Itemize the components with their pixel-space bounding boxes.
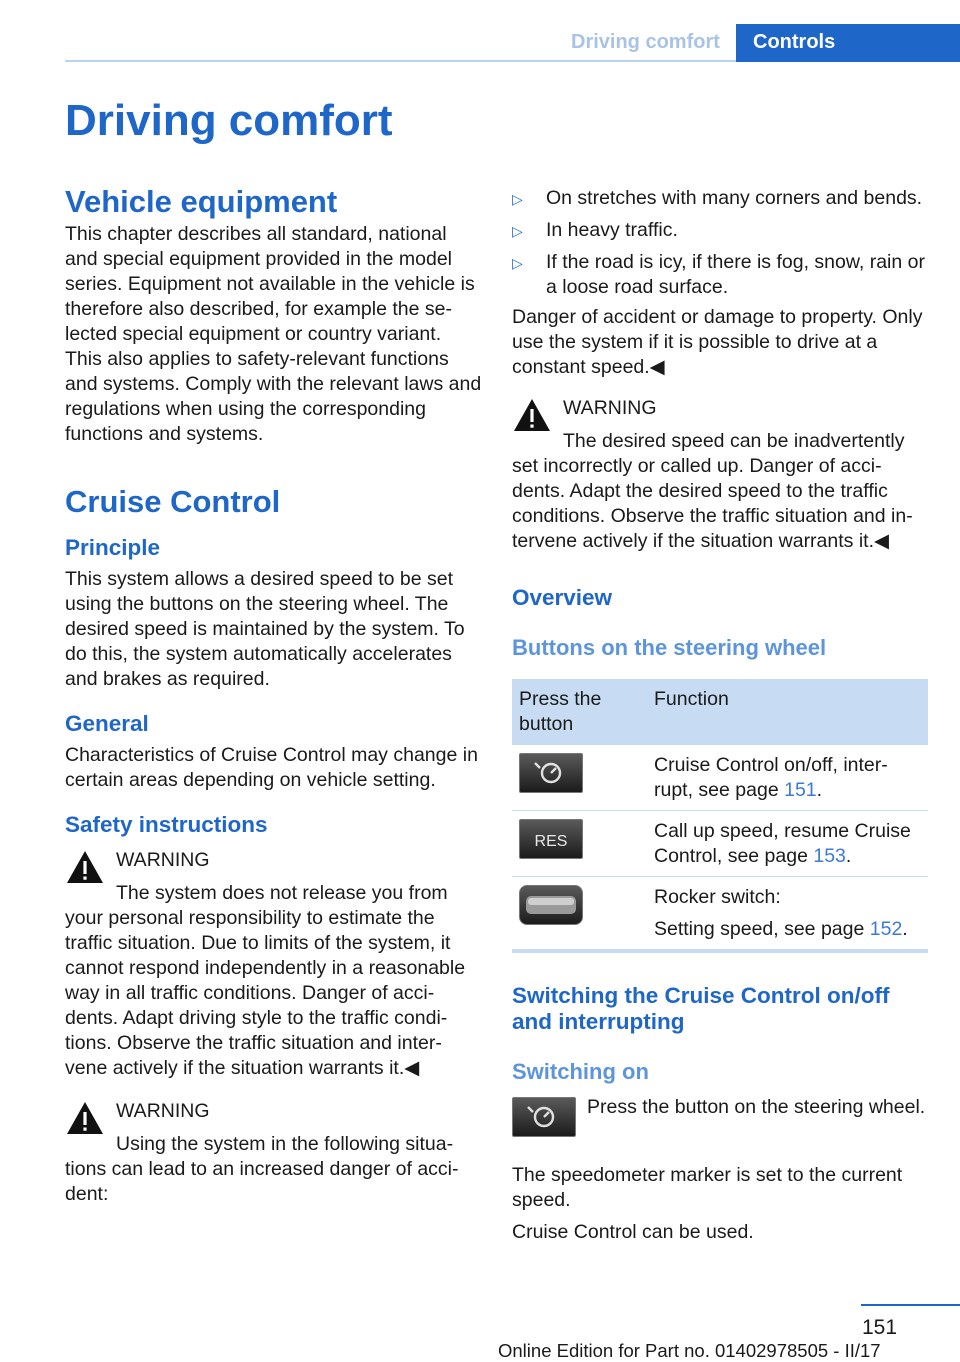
tab-controls-label: Controls: [753, 31, 836, 53]
warning-label: WARNING: [563, 397, 657, 419]
bullet-triangle-icon: ▷: [512, 191, 523, 207]
right-column: [512, 186, 930, 1245]
breadcrumb-section[interactable]: Driving comfort: [571, 31, 720, 53]
table-row: [512, 877, 928, 952]
cruise-control-button-icon: [519, 753, 583, 793]
principle-heading: Principle: [65, 535, 161, 560]
table-row: [512, 745, 928, 811]
warning-label: WARNING: [116, 849, 210, 871]
page-link[interactable]: 151: [784, 779, 817, 801]
page-title: Driving comfort: [65, 96, 393, 145]
warning-triangle-icon: [65, 848, 105, 886]
table-header-function: Function: [647, 679, 928, 745]
switching-heading: Switching the Cruise Control on/off and interrupting: [512, 983, 890, 1034]
buttons-heading: Buttons on the steering wheel: [512, 635, 827, 660]
page-link[interactable]: 152: [869, 918, 903, 940]
function-cell: Rocker switch: Setting speed, see page 152.: [647, 877, 928, 952]
edition-note: Online Edition for Part no. 01402978505 - II/17: [498, 1340, 881, 1361]
speedometer-text: The speedometer marker is set to the current speed.: [512, 1164, 903, 1211]
bullet-triangle-icon: ▷: [512, 255, 523, 271]
general-heading: General: [65, 711, 149, 736]
switching-on-block: [512, 1095, 930, 1145]
list-item: ▷ On stretches with many corners and bends.: [512, 186, 930, 211]
warning-text: The desired speed can be inadvertently set incorrectly or called up. Danger of acci‐dents. Adapt the desired speed to the traffic conditions. Observe the traffic situation and in‐tervene actively if the situation warrants it.◀: [512, 430, 913, 552]
cruise-control-heading: Cruise Control: [65, 484, 281, 519]
list-item: ▷ In heavy traffic.: [512, 218, 930, 243]
function-cell: Call up speed, resume Cruise Control, see page 153.: [647, 811, 928, 877]
vehicle-equipment-heading: Vehicle equipment: [65, 184, 338, 219]
function-cell: Cruise Control on/off, inter‐rupt, see page 151.: [647, 745, 928, 811]
table-header-press: Press the button: [512, 679, 647, 745]
cruise-control-button-icon: [512, 1097, 576, 1137]
table-row: [512, 811, 928, 877]
principle-text: This system allows a desired speed to be set using the buttons on the steering wheel. The desired speed is maintained by the system. To do this, the system automatically accelerates and brakes as required.: [65, 568, 465, 690]
warning-block-2: [65, 1099, 483, 1207]
switching-on-heading: Switching on: [512, 1059, 649, 1084]
can-be-used-text: Cruise Control can be used.: [512, 1221, 754, 1243]
general-text: Characteristics of Cruise Control may change in certain areas depending on vehicle setting.: [65, 744, 478, 791]
page-link[interactable]: 153: [813, 845, 846, 867]
situation-list: [512, 186, 930, 300]
footer-rule: [861, 1304, 960, 1306]
warning-triangle-icon: [512, 396, 552, 434]
warning-label: WARNING: [116, 1100, 210, 1122]
safety-instructions-heading: Safety instructions: [65, 812, 268, 837]
bullet-triangle-icon: ▷: [512, 223, 523, 239]
table-header-row: [512, 679, 928, 745]
overview-heading: Overview: [512, 585, 613, 610]
danger-text: Danger of accident or damage to property. Only use the system if it is possible to drive at a constant speed.◀: [512, 306, 923, 378]
buttons-table: [512, 679, 928, 953]
page-number: 151: [862, 1316, 898, 1339]
vehicle-equipment-text: This chapter describes all standard, national and special equipment provided in the model series. Equipment not available in the vehicle is therefore also described, for example the se‐lected special equipment or country variant. This also applies to safety-relevant functions and systems. Comply with the relevant laws and regulations when using the corresponding functions and systems.: [65, 223, 482, 445]
warning-text: The system does not release you from your personal responsibility to estimate the traffic situation. Due to limits of the system, it cannot respond independently in a reasonable way in all traffic conditions. Danger of acci‐dents. Adapt driving style to the traffic condi‐tions. Observe the traffic situation and inter‐vene actively if the situation warrants it.◀: [65, 882, 466, 1079]
warning-block-3: [512, 396, 930, 554]
warning-text: Using the system in the following situa‐tions can lead to an increased danger of acci‐dent:: [65, 1133, 459, 1205]
left-column: [65, 182, 483, 1207]
switching-on-text: Press the button on the steering wheel.: [587, 1096, 926, 1118]
tab-controls[interactable]: [736, 24, 960, 62]
rocker-switch-icon: [519, 885, 583, 925]
res-button-icon: RES: [519, 819, 583, 859]
warning-block-1: [65, 848, 483, 1081]
list-item: ▷ If the road is icy, if there is fog, snow, rain or a loose road surface.: [512, 251, 925, 298]
warning-triangle-icon: [65, 1099, 105, 1137]
